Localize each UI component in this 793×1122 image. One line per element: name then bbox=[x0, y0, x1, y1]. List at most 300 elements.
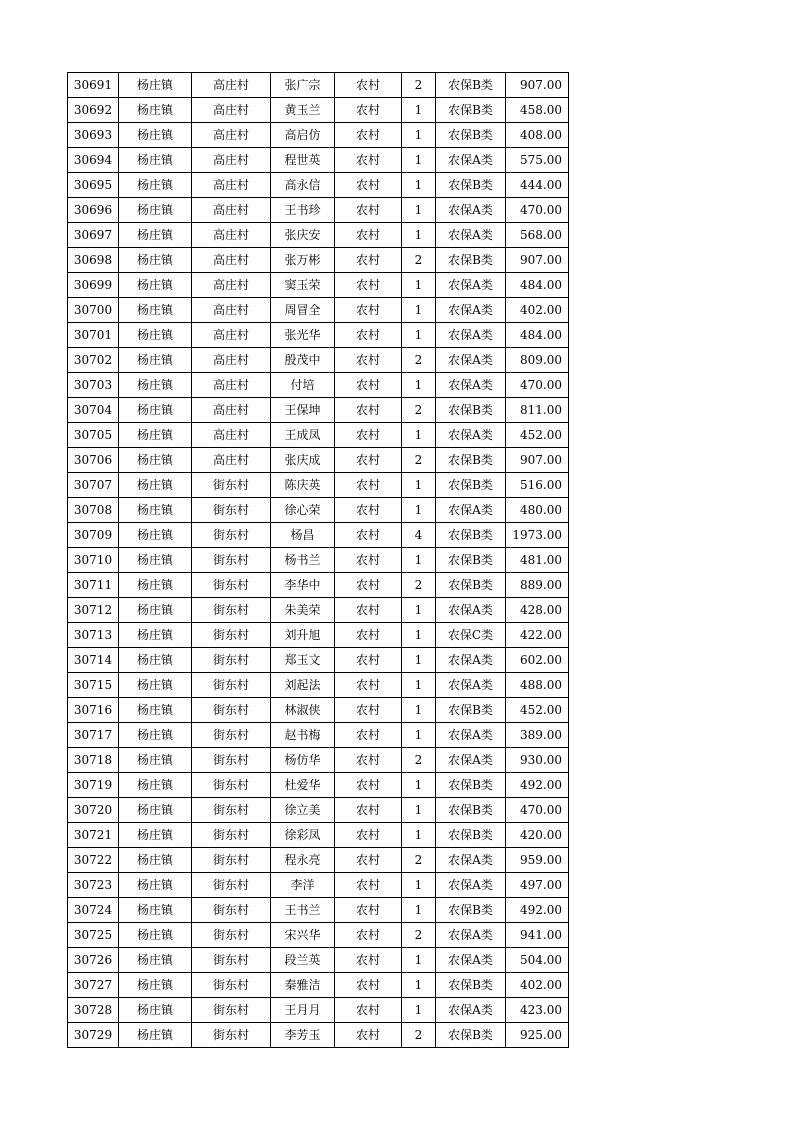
cell-category: 农保A类 bbox=[436, 198, 506, 223]
table-row bbox=[68, 423, 569, 448]
cell-village: 街东村 bbox=[192, 598, 271, 623]
cell-id: 30727 bbox=[68, 973, 119, 998]
cell-town: 杨庄镇 bbox=[119, 698, 192, 723]
cell-count: 1 bbox=[402, 473, 436, 498]
cell-area: 农村 bbox=[335, 923, 402, 948]
cell-id: 30724 bbox=[68, 898, 119, 923]
cell-name: 刘升旭 bbox=[271, 623, 335, 648]
cell-amount: 492.00 bbox=[506, 773, 569, 798]
cell-area: 农村 bbox=[335, 873, 402, 898]
cell-name: 郑玉文 bbox=[271, 648, 335, 673]
cell-category: 农保A类 bbox=[436, 148, 506, 173]
cell-town: 杨庄镇 bbox=[119, 1023, 192, 1048]
cell-town: 杨庄镇 bbox=[119, 473, 192, 498]
cell-town: 杨庄镇 bbox=[119, 198, 192, 223]
cell-count: 2 bbox=[402, 923, 436, 948]
table-row bbox=[68, 173, 569, 198]
cell-name: 张光华 bbox=[271, 323, 335, 348]
cell-village: 街东村 bbox=[192, 723, 271, 748]
cell-village: 街东村 bbox=[192, 698, 271, 723]
cell-count: 1 bbox=[402, 498, 436, 523]
cell-town: 杨庄镇 bbox=[119, 373, 192, 398]
cell-category: 农保B类 bbox=[436, 798, 506, 823]
cell-count: 1 bbox=[402, 873, 436, 898]
cell-town: 杨庄镇 bbox=[119, 848, 192, 873]
cell-count: 1 bbox=[402, 973, 436, 998]
cell-category: 农保B类 bbox=[436, 123, 506, 148]
cell-name: 张广宗 bbox=[271, 73, 335, 98]
cell-town: 杨庄镇 bbox=[119, 748, 192, 773]
cell-town: 杨庄镇 bbox=[119, 148, 192, 173]
cell-area: 农村 bbox=[335, 723, 402, 748]
cell-category: 农保A类 bbox=[436, 748, 506, 773]
table-row bbox=[68, 923, 569, 948]
cell-area: 农村 bbox=[335, 248, 402, 273]
cell-id: 30729 bbox=[68, 1023, 119, 1048]
cell-village: 街东村 bbox=[192, 573, 271, 598]
cell-name: 高永信 bbox=[271, 173, 335, 198]
table-row bbox=[68, 673, 569, 698]
cell-category: 农保B类 bbox=[436, 1023, 506, 1048]
cell-id: 30708 bbox=[68, 498, 119, 523]
cell-village: 高庄村 bbox=[192, 323, 271, 348]
cell-area: 农村 bbox=[335, 598, 402, 623]
cell-area: 农村 bbox=[335, 823, 402, 848]
cell-name: 李华中 bbox=[271, 573, 335, 598]
cell-name: 徐立美 bbox=[271, 798, 335, 823]
cell-town: 杨庄镇 bbox=[119, 798, 192, 823]
cell-village: 街东村 bbox=[192, 873, 271, 898]
cell-id: 30705 bbox=[68, 423, 119, 448]
cell-id: 30711 bbox=[68, 573, 119, 598]
cell-category: 农保B类 bbox=[436, 98, 506, 123]
cell-id: 30717 bbox=[68, 723, 119, 748]
cell-name: 杨书兰 bbox=[271, 548, 335, 573]
cell-town: 杨庄镇 bbox=[119, 548, 192, 573]
table-row bbox=[68, 623, 569, 648]
cell-amount: 481.00 bbox=[506, 548, 569, 573]
cell-amount: 504.00 bbox=[506, 948, 569, 973]
cell-category: 农保B类 bbox=[436, 448, 506, 473]
cell-id: 30723 bbox=[68, 873, 119, 898]
table-row bbox=[68, 223, 569, 248]
cell-count: 1 bbox=[402, 173, 436, 198]
cell-category: 农保C类 bbox=[436, 623, 506, 648]
cell-village: 街东村 bbox=[192, 1023, 271, 1048]
cell-area: 农村 bbox=[335, 273, 402, 298]
cell-name: 张万彬 bbox=[271, 248, 335, 273]
cell-name: 高启仿 bbox=[271, 123, 335, 148]
cell-area: 农村 bbox=[335, 973, 402, 998]
cell-amount: 389.00 bbox=[506, 723, 569, 748]
cell-count: 2 bbox=[402, 248, 436, 273]
cell-count: 1 bbox=[402, 623, 436, 648]
cell-amount: 402.00 bbox=[506, 298, 569, 323]
cell-count: 1 bbox=[402, 323, 436, 348]
table-row bbox=[68, 523, 569, 548]
cell-village: 街东村 bbox=[192, 923, 271, 948]
cell-category: 农保B类 bbox=[436, 973, 506, 998]
cell-area: 农村 bbox=[335, 348, 402, 373]
cell-town: 杨庄镇 bbox=[119, 623, 192, 648]
cell-amount: 470.00 bbox=[506, 798, 569, 823]
cell-village: 高庄村 bbox=[192, 223, 271, 248]
cell-id: 30695 bbox=[68, 173, 119, 198]
cell-area: 农村 bbox=[335, 1023, 402, 1048]
cell-id: 30712 bbox=[68, 598, 119, 623]
cell-category: 农保A类 bbox=[436, 948, 506, 973]
cell-name: 徐彩凤 bbox=[271, 823, 335, 848]
cell-name: 王书珍 bbox=[271, 198, 335, 223]
cell-town: 杨庄镇 bbox=[119, 398, 192, 423]
cell-category: 农保B类 bbox=[436, 248, 506, 273]
table-row bbox=[68, 298, 569, 323]
cell-village: 高庄村 bbox=[192, 298, 271, 323]
table-row bbox=[68, 98, 569, 123]
cell-area: 农村 bbox=[335, 73, 402, 98]
cell-count: 1 bbox=[402, 373, 436, 398]
table-row bbox=[68, 348, 569, 373]
cell-id: 30694 bbox=[68, 148, 119, 173]
cell-town: 杨庄镇 bbox=[119, 598, 192, 623]
cell-id: 30707 bbox=[68, 473, 119, 498]
cell-amount: 470.00 bbox=[506, 373, 569, 398]
table-row bbox=[68, 698, 569, 723]
cell-count: 1 bbox=[402, 273, 436, 298]
cell-id: 30718 bbox=[68, 748, 119, 773]
cell-name: 朱美荣 bbox=[271, 598, 335, 623]
cell-village: 高庄村 bbox=[192, 423, 271, 448]
table-row bbox=[68, 123, 569, 148]
cell-village: 街东村 bbox=[192, 823, 271, 848]
cell-area: 农村 bbox=[335, 848, 402, 873]
cell-amount: 930.00 bbox=[506, 748, 569, 773]
cell-count: 1 bbox=[402, 723, 436, 748]
cell-town: 杨庄镇 bbox=[119, 323, 192, 348]
cell-category: 农保A类 bbox=[436, 423, 506, 448]
cell-area: 农村 bbox=[335, 198, 402, 223]
cell-count: 1 bbox=[402, 798, 436, 823]
cell-area: 农村 bbox=[335, 573, 402, 598]
cell-count: 1 bbox=[402, 698, 436, 723]
table-row bbox=[68, 973, 569, 998]
cell-category: 农保A类 bbox=[436, 223, 506, 248]
table-row bbox=[68, 448, 569, 473]
cell-count: 1 bbox=[402, 898, 436, 923]
cell-village: 高庄村 bbox=[192, 98, 271, 123]
cell-count: 2 bbox=[402, 448, 436, 473]
cell-village: 街东村 bbox=[192, 948, 271, 973]
cell-count: 1 bbox=[402, 648, 436, 673]
cell-village: 街东村 bbox=[192, 623, 271, 648]
cell-village: 高庄村 bbox=[192, 123, 271, 148]
cell-area: 农村 bbox=[335, 473, 402, 498]
cell-area: 农村 bbox=[335, 423, 402, 448]
cell-area: 农村 bbox=[335, 173, 402, 198]
cell-id: 30721 bbox=[68, 823, 119, 848]
cell-amount: 484.00 bbox=[506, 273, 569, 298]
cell-category: 农保A类 bbox=[436, 598, 506, 623]
cell-category: 农保B类 bbox=[436, 573, 506, 598]
cell-id: 30716 bbox=[68, 698, 119, 723]
table-row bbox=[68, 948, 569, 973]
table-row bbox=[68, 473, 569, 498]
cell-category: 农保A类 bbox=[436, 323, 506, 348]
cell-id: 30713 bbox=[68, 623, 119, 648]
cell-name: 段兰英 bbox=[271, 948, 335, 973]
cell-amount: 925.00 bbox=[506, 1023, 569, 1048]
cell-id: 30703 bbox=[68, 373, 119, 398]
cell-area: 农村 bbox=[335, 298, 402, 323]
table-row bbox=[68, 373, 569, 398]
cell-area: 农村 bbox=[335, 948, 402, 973]
cell-town: 杨庄镇 bbox=[119, 423, 192, 448]
cell-amount: 402.00 bbox=[506, 973, 569, 998]
table-row bbox=[68, 873, 569, 898]
cell-amount: 422.00 bbox=[506, 623, 569, 648]
cell-count: 2 bbox=[402, 73, 436, 98]
cell-village: 街东村 bbox=[192, 748, 271, 773]
cell-category: 农保B类 bbox=[436, 398, 506, 423]
table-row bbox=[68, 748, 569, 773]
cell-town: 杨庄镇 bbox=[119, 123, 192, 148]
cell-name: 林淑侠 bbox=[271, 698, 335, 723]
cell-id: 30702 bbox=[68, 348, 119, 373]
cell-amount: 423.00 bbox=[506, 998, 569, 1023]
cell-village: 高庄村 bbox=[192, 173, 271, 198]
cell-town: 杨庄镇 bbox=[119, 873, 192, 898]
cell-amount: 516.00 bbox=[506, 473, 569, 498]
cell-town: 杨庄镇 bbox=[119, 948, 192, 973]
table-row bbox=[68, 1023, 569, 1048]
cell-category: 农保B类 bbox=[436, 523, 506, 548]
cell-village: 高庄村 bbox=[192, 73, 271, 98]
cell-area: 农村 bbox=[335, 223, 402, 248]
cell-count: 2 bbox=[402, 1023, 436, 1048]
cell-category: 农保A类 bbox=[436, 298, 506, 323]
cell-village: 街东村 bbox=[192, 648, 271, 673]
cell-id: 30699 bbox=[68, 273, 119, 298]
cell-amount: 497.00 bbox=[506, 873, 569, 898]
cell-name: 王保坤 bbox=[271, 398, 335, 423]
cell-name: 王月月 bbox=[271, 998, 335, 1023]
table-row bbox=[68, 823, 569, 848]
cell-count: 1 bbox=[402, 998, 436, 1023]
cell-id: 30728 bbox=[68, 998, 119, 1023]
cell-name: 程世英 bbox=[271, 148, 335, 173]
cell-id: 30697 bbox=[68, 223, 119, 248]
cell-count: 1 bbox=[402, 598, 436, 623]
cell-amount: 602.00 bbox=[506, 648, 569, 673]
cell-name: 刘起法 bbox=[271, 673, 335, 698]
table-row bbox=[68, 598, 569, 623]
cell-area: 农村 bbox=[335, 673, 402, 698]
cell-name: 黄玉兰 bbox=[271, 98, 335, 123]
table-row bbox=[68, 73, 569, 98]
cell-area: 农村 bbox=[335, 798, 402, 823]
cell-name: 宋兴华 bbox=[271, 923, 335, 948]
cell-category: 农保A类 bbox=[436, 998, 506, 1023]
cell-name: 王成凤 bbox=[271, 423, 335, 448]
cell-town: 杨庄镇 bbox=[119, 923, 192, 948]
cell-town: 杨庄镇 bbox=[119, 498, 192, 523]
cell-name: 杨昌 bbox=[271, 523, 335, 548]
cell-area: 农村 bbox=[335, 323, 402, 348]
table-row bbox=[68, 898, 569, 923]
cell-name: 张庆安 bbox=[271, 223, 335, 248]
cell-id: 30720 bbox=[68, 798, 119, 823]
cell-amount: 907.00 bbox=[506, 248, 569, 273]
cell-area: 农村 bbox=[335, 523, 402, 548]
cell-village: 街东村 bbox=[192, 473, 271, 498]
cell-area: 农村 bbox=[335, 373, 402, 398]
cell-amount: 408.00 bbox=[506, 123, 569, 148]
cell-category: 农保A类 bbox=[436, 648, 506, 673]
cell-town: 杨庄镇 bbox=[119, 73, 192, 98]
cell-count: 1 bbox=[402, 298, 436, 323]
cell-category: 农保A类 bbox=[436, 498, 506, 523]
cell-name: 王书兰 bbox=[271, 898, 335, 923]
cell-count: 4 bbox=[402, 523, 436, 548]
records-table bbox=[67, 72, 569, 1048]
cell-village: 高庄村 bbox=[192, 373, 271, 398]
cell-village: 街东村 bbox=[192, 998, 271, 1023]
cell-count: 2 bbox=[402, 848, 436, 873]
cell-area: 农村 bbox=[335, 898, 402, 923]
table-row bbox=[68, 148, 569, 173]
cell-amount: 1973.00 bbox=[506, 523, 569, 548]
cell-category: 农保B类 bbox=[436, 823, 506, 848]
cell-village: 街东村 bbox=[192, 673, 271, 698]
cell-name: 杨仿华 bbox=[271, 748, 335, 773]
cell-area: 农村 bbox=[335, 998, 402, 1023]
cell-count: 1 bbox=[402, 98, 436, 123]
cell-id: 30696 bbox=[68, 198, 119, 223]
cell-count: 1 bbox=[402, 198, 436, 223]
cell-town: 杨庄镇 bbox=[119, 173, 192, 198]
cell-category: 农保A类 bbox=[436, 923, 506, 948]
cell-name: 付培 bbox=[271, 373, 335, 398]
cell-amount: 809.00 bbox=[506, 348, 569, 373]
cell-town: 杨庄镇 bbox=[119, 273, 192, 298]
cell-area: 农村 bbox=[335, 623, 402, 648]
cell-area: 农村 bbox=[335, 748, 402, 773]
table-row bbox=[68, 723, 569, 748]
cell-id: 30698 bbox=[68, 248, 119, 273]
cell-amount: 907.00 bbox=[506, 448, 569, 473]
cell-town: 杨庄镇 bbox=[119, 573, 192, 598]
cell-town: 杨庄镇 bbox=[119, 523, 192, 548]
cell-amount: 480.00 bbox=[506, 498, 569, 523]
cell-town: 杨庄镇 bbox=[119, 898, 192, 923]
cell-area: 农村 bbox=[335, 398, 402, 423]
cell-id: 30714 bbox=[68, 648, 119, 673]
cell-count: 1 bbox=[402, 148, 436, 173]
cell-amount: 907.00 bbox=[506, 73, 569, 98]
cell-name: 陈庆英 bbox=[271, 473, 335, 498]
cell-area: 农村 bbox=[335, 98, 402, 123]
cell-amount: 420.00 bbox=[506, 823, 569, 848]
cell-id: 30693 bbox=[68, 123, 119, 148]
cell-id: 30710 bbox=[68, 548, 119, 573]
cell-name: 李芳玉 bbox=[271, 1023, 335, 1048]
table-row bbox=[68, 848, 569, 873]
cell-name: 张庆成 bbox=[271, 448, 335, 473]
table-row bbox=[68, 498, 569, 523]
table-row bbox=[68, 798, 569, 823]
table-row bbox=[68, 398, 569, 423]
cell-town: 杨庄镇 bbox=[119, 223, 192, 248]
cell-village: 街东村 bbox=[192, 848, 271, 873]
cell-category: 农保B类 bbox=[436, 173, 506, 198]
cell-amount: 428.00 bbox=[506, 598, 569, 623]
cell-id: 30700 bbox=[68, 298, 119, 323]
table-row bbox=[68, 248, 569, 273]
cell-town: 杨庄镇 bbox=[119, 773, 192, 798]
cell-count: 1 bbox=[402, 673, 436, 698]
cell-village: 街东村 bbox=[192, 798, 271, 823]
cell-area: 农村 bbox=[335, 773, 402, 798]
cell-village: 街东村 bbox=[192, 898, 271, 923]
cell-name: 赵书梅 bbox=[271, 723, 335, 748]
cell-amount: 484.00 bbox=[506, 323, 569, 348]
cell-village: 高庄村 bbox=[192, 398, 271, 423]
cell-id: 30725 bbox=[68, 923, 119, 948]
cell-area: 农村 bbox=[335, 698, 402, 723]
table-row bbox=[68, 773, 569, 798]
table-row bbox=[68, 548, 569, 573]
cell-amount: 444.00 bbox=[506, 173, 569, 198]
cell-name: 殷茂中 bbox=[271, 348, 335, 373]
cell-town: 杨庄镇 bbox=[119, 348, 192, 373]
cell-town: 杨庄镇 bbox=[119, 673, 192, 698]
cell-village: 高庄村 bbox=[192, 198, 271, 223]
cell-town: 杨庄镇 bbox=[119, 648, 192, 673]
table-row bbox=[68, 648, 569, 673]
cell-category: 农保A类 bbox=[436, 723, 506, 748]
cell-category: 农保B类 bbox=[436, 773, 506, 798]
table-row bbox=[68, 198, 569, 223]
cell-village: 街东村 bbox=[192, 523, 271, 548]
cell-area: 农村 bbox=[335, 448, 402, 473]
cell-amount: 492.00 bbox=[506, 898, 569, 923]
cell-id: 30715 bbox=[68, 673, 119, 698]
cell-town: 杨庄镇 bbox=[119, 998, 192, 1023]
cell-category: 农保A类 bbox=[436, 873, 506, 898]
cell-village: 街东村 bbox=[192, 973, 271, 998]
cell-count: 1 bbox=[402, 123, 436, 148]
cell-count: 1 bbox=[402, 223, 436, 248]
cell-name: 程永亮 bbox=[271, 848, 335, 873]
cell-village: 高庄村 bbox=[192, 273, 271, 298]
cell-name: 李洋 bbox=[271, 873, 335, 898]
cell-amount: 575.00 bbox=[506, 148, 569, 173]
cell-category: 农保B类 bbox=[436, 898, 506, 923]
cell-town: 杨庄镇 bbox=[119, 823, 192, 848]
cell-count: 1 bbox=[402, 773, 436, 798]
cell-village: 高庄村 bbox=[192, 248, 271, 273]
cell-name: 窦玉荣 bbox=[271, 273, 335, 298]
cell-amount: 470.00 bbox=[506, 198, 569, 223]
cell-amount: 811.00 bbox=[506, 398, 569, 423]
cell-area: 农村 bbox=[335, 498, 402, 523]
cell-village: 高庄村 bbox=[192, 148, 271, 173]
cell-category: 农保A类 bbox=[436, 273, 506, 298]
cell-category: 农保B类 bbox=[436, 473, 506, 498]
cell-count: 1 bbox=[402, 423, 436, 448]
cell-area: 农村 bbox=[335, 648, 402, 673]
cell-name: 杜爱华 bbox=[271, 773, 335, 798]
